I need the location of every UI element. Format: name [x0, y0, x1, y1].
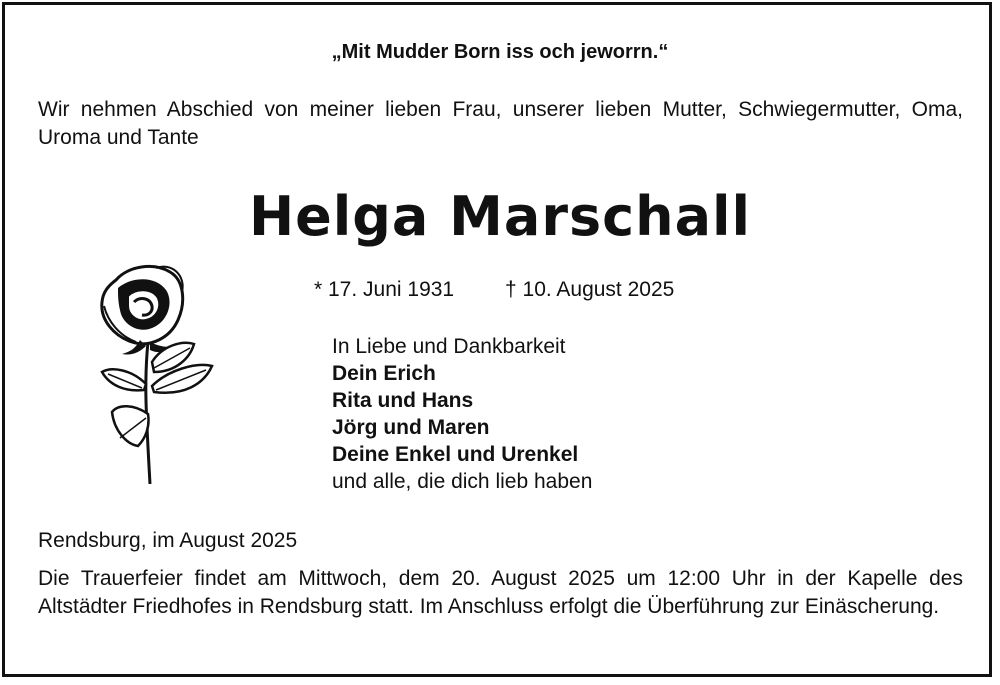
mourners-list [332, 333, 592, 495]
rose-illustration [96, 262, 216, 484]
mourner-line: und alle, die dich lieb haben [332, 470, 593, 493]
death-date: † 10. August 2025 [505, 278, 675, 301]
motto-quote: „Mit Mudder Born iss och jeworrn.“ [331, 41, 669, 63]
place-date: Rendsburg, im August 2025 [38, 529, 298, 552]
mourner-line: Jörg und Maren [332, 416, 490, 439]
intro-paragraph: Wir nehmen Abschied von meiner lieben Frau, unserer lieben Mutter, Schwiegermutter, Oma, Uroma und Tante [38, 98, 963, 149]
mourner-line: Deine Enkel und Urenkel [332, 443, 579, 466]
mourner-line: In Liebe und Dankbarkeit [332, 335, 566, 358]
mourner-line: Dein Erich [332, 362, 436, 385]
deceased-name: Helga Marschall [248, 185, 752, 248]
ceremony-paragraph: Die Trauerfeier findet am Mittwoch, dem 20. August 2025 um 12:00 Uhr in der Kapelle des Altstädter Friedhofes in Rendsburg statt. Im Anschluss erfolgt die Überführung zur Einäscherung. [38, 567, 963, 618]
birth-date: * 17. Juni 1931 [314, 278, 455, 301]
mourner-line: Rita und Hans [332, 389, 474, 412]
